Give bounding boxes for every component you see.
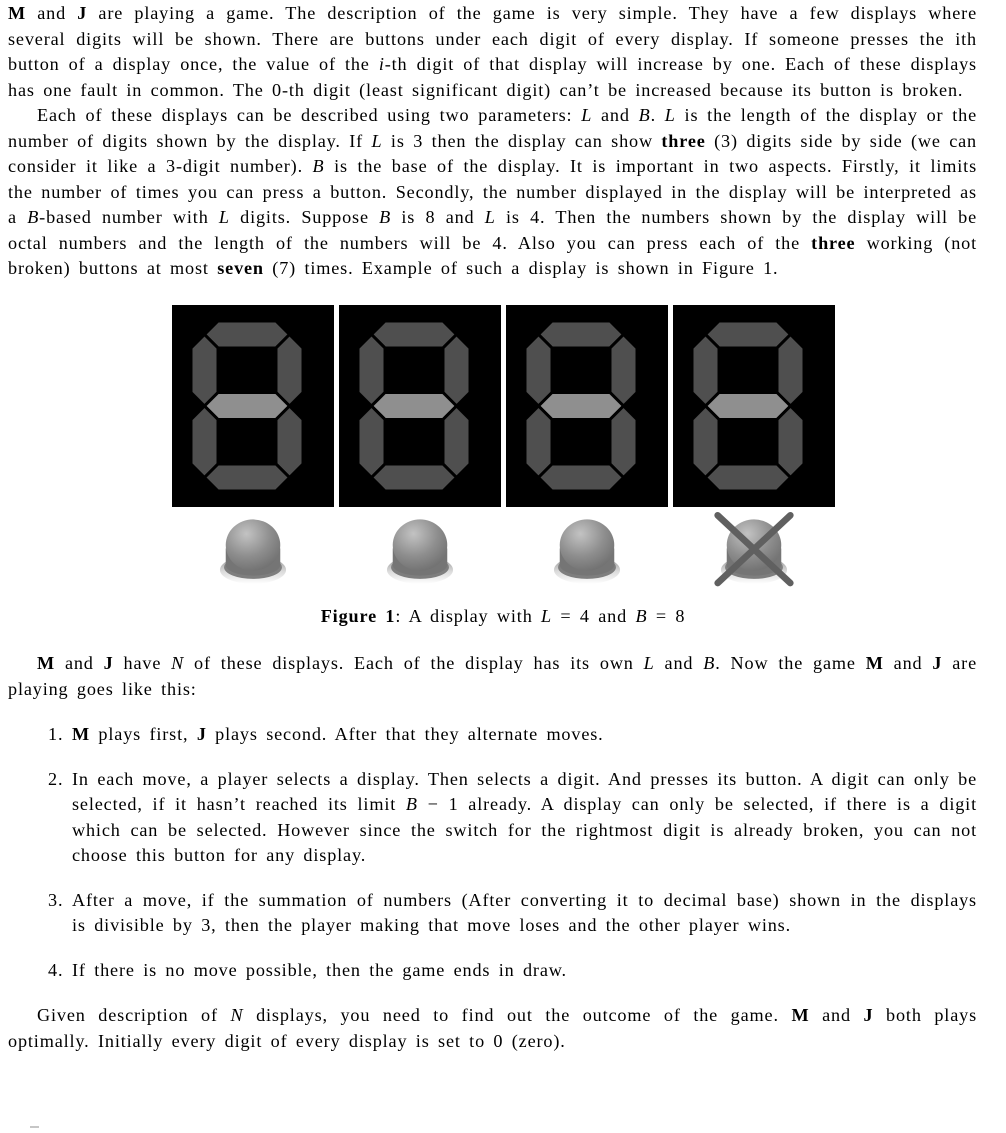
paragraph-parameters: Each of these displays can be described using two parameters: L and B. L is the length of the display or the number of digits shown by the display. If L is 3 then the display can show three (3) digits side by side (we can consider it like a 3-digit number). B is the base of the display. It is important in two aspects. Firstly, it limits the number of times you can press a button. Secondly, the number displayed in the display will be interpreted as a B-based number with L digits. Suppose B is 8 and L is 4. Then the numbers shown by the display will be octal numbers and the length of the numbers will be 4. Also you can press each of the three working (not broken) buttons at most seven (7) times. Example of such a display is shown in Figure 1. — [8, 105, 978, 278]
button-cell — [506, 511, 668, 589]
figure-1 — [8, 305, 998, 630]
seven-segment-display — [673, 305, 835, 507]
seven-segment-display — [172, 305, 334, 507]
segment-d — [538, 464, 623, 491]
button-dome — [392, 519, 447, 570]
button-cell — [673, 511, 835, 589]
rule-item — [8, 888, 977, 939]
rule-number: 1. — [48, 724, 64, 744]
rule-text: After a move, if the summation of numbers (After converting it to decimal base) shown in the displays is divisible by 3, then the player making that move loses and the other player wins. — [72, 889, 977, 935]
paragraph-intro: M and J are playing a game. The description of the game is very simple. They have a few displays where several digits will be shown. There are buttons under each digit of every display. If someone presses the ith button of a display once, the value of the i-th digit of that display will increase by one. Each of these displays has one fault in common. The 0-th digit (least significant digit) can’t be increased because its button is broken. — [8, 3, 977, 100]
rules-list — [8, 722, 977, 983]
segment-a — [705, 321, 790, 348]
seven-segment-display — [339, 305, 501, 507]
segment-d — [204, 464, 289, 491]
seven-segment-digit — [525, 321, 637, 491]
push-button — [378, 512, 462, 588]
push-button — [712, 512, 796, 588]
displays-row — [8, 305, 998, 507]
segment-d — [705, 464, 790, 491]
rule-text: If there is no move possible, then the game ends in draw. — [72, 959, 567, 980]
rule-number: 3. — [48, 889, 64, 910]
segment-g — [705, 392, 790, 419]
segment-a — [538, 321, 623, 348]
seven-segment-display — [506, 305, 668, 507]
button-cell — [172, 511, 334, 589]
push-button — [545, 512, 629, 588]
seven-segment-digit — [191, 321, 303, 491]
seven-segment-digit — [358, 321, 470, 491]
rule-number: 4. — [48, 959, 64, 980]
page-crop-artifact — [30, 1126, 39, 1128]
paragraph-game-intro: M and J have N of these displays. Each of the display has its own L and B. Now the game M and J are playing goes like this: — [8, 653, 977, 699]
segment-d — [371, 464, 456, 491]
paragraph-task: Given description of N displays, you need to find out the outcome of the game. M and J both plays optimally. Initially every digit of every display is set to 0 (zero). — [8, 1005, 977, 1051]
button-dome — [559, 519, 614, 570]
segment-g — [538, 392, 623, 419]
figure-caption: Figure 1: A display with L = 4 and B = 8 — [320, 605, 686, 626]
segment-g — [204, 392, 289, 419]
button-cell — [339, 511, 501, 589]
push-button — [211, 512, 295, 588]
rule-item — [8, 958, 977, 984]
seven-segment-digit — [692, 321, 804, 491]
rule-item — [8, 722, 977, 748]
button-dome — [225, 519, 280, 570]
segment-a — [204, 321, 289, 348]
buttons-row — [8, 511, 998, 589]
segment-a — [371, 321, 456, 348]
rule-item — [8, 767, 977, 869]
rule-text: M plays first, J plays second. After that they alternate moves. — [72, 724, 604, 744]
rule-text: In each move, a player selects a display. Then selects a digit. And presses its button. A digit can only be selected, if it hasn’t reached its limit B − 1 already. A display can only be selected, if there is a digit which can be selected. However since the switch for the rightmost digit is already broken, you can not choose this button for any display. — [72, 768, 977, 865]
segment-g — [371, 392, 456, 419]
rule-number: 2. — [48, 768, 64, 789]
